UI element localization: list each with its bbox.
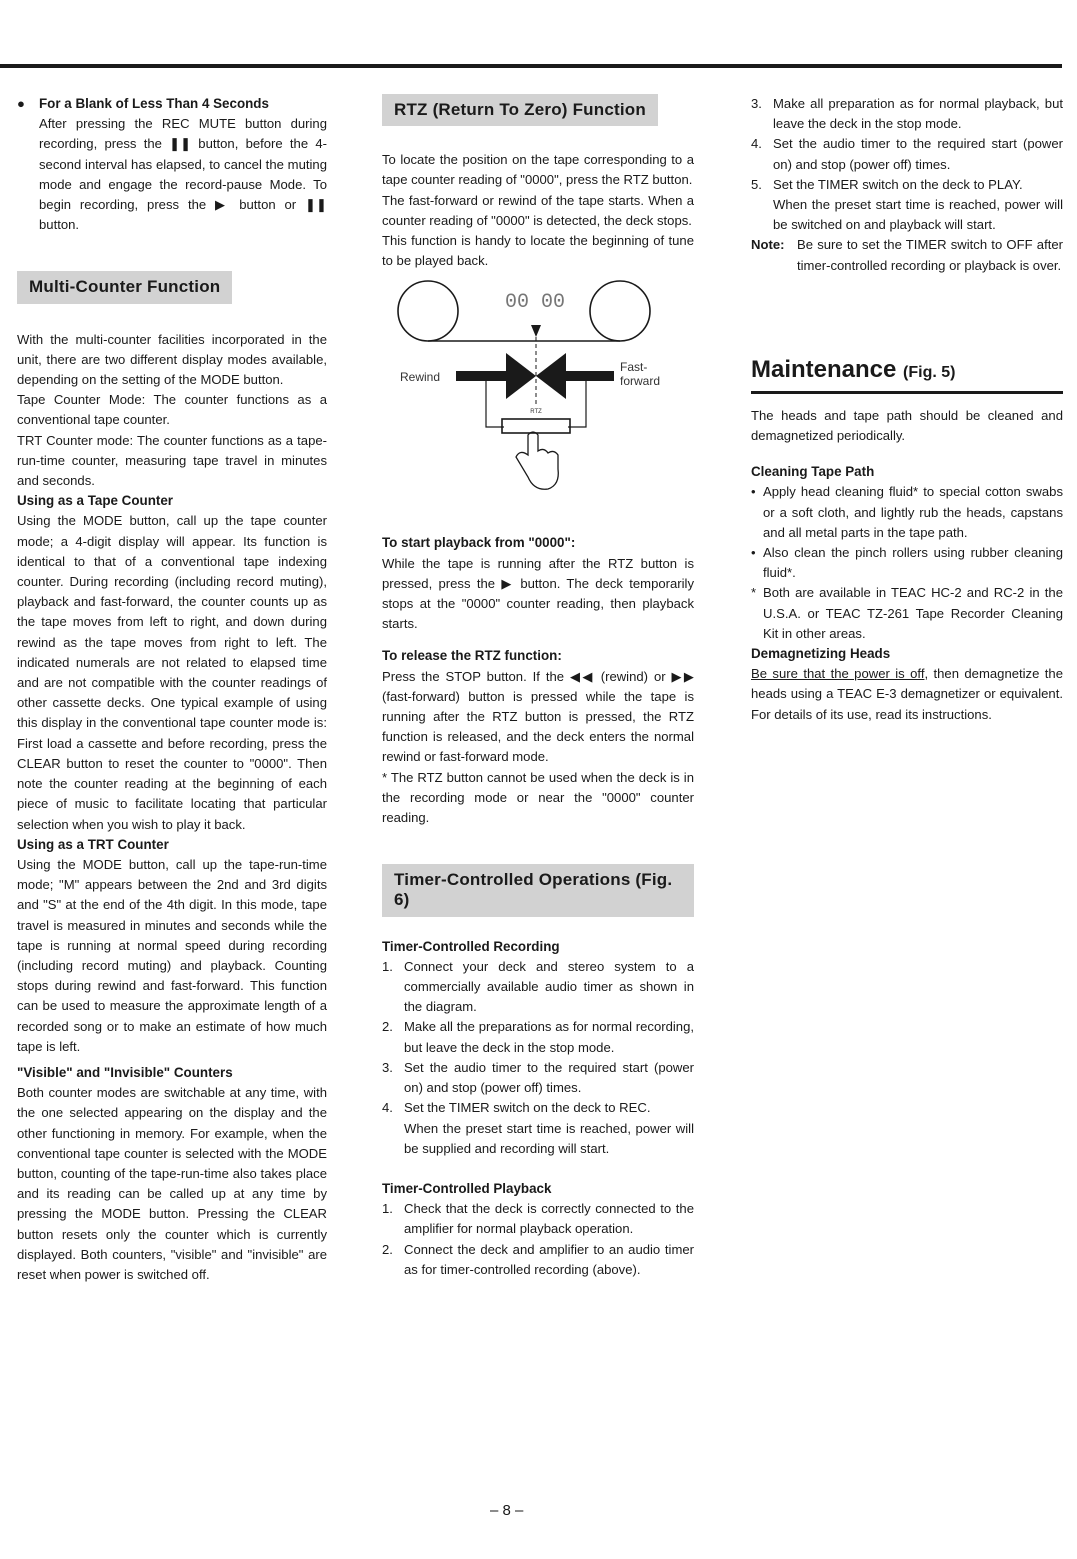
demag-text: Be sure that the power is off, then demagnetize the heads using a TEAC E-3 demagnetizer or equivalent. For details of its use, read its instructions. bbox=[751, 666, 1063, 722]
timer-recording-after: When the preset start time is reached, power will be supplied and recording will start. bbox=[404, 1120, 694, 1156]
tape-counter-heading: Using as a Tape Counter bbox=[17, 493, 174, 509]
blank-text: After pressing the REC MUTE button during recording, press the ❚❚ button, before the 4-second interval has elapsed, to cancel the muting mode and engage the record-pause Mode. To begin recording, press the ▶ button or ❚❚ button. bbox=[39, 116, 327, 233]
demag-heading: Demagnetizing Heads bbox=[751, 646, 891, 662]
column-middle bbox=[382, 94, 694, 1280]
blank-heading-row bbox=[17, 94, 327, 114]
start-playback-text: While the tape is running after the RTZ button is pressed, press the ▶ button. The deck temporarily stops at the "0000" counter reading, then playback starts. bbox=[382, 555, 694, 632]
timer-playback-after: When the preset start time is reached, power will be switched on and playback will start. bbox=[773, 197, 1063, 233]
rtz-p1: To locate the position on the tape corresponding to a tape counter reading of "0000", press the RTZ button. bbox=[382, 152, 694, 188]
list-item: 4. Set the audio timer to the required start (power on) and stop (power off) times. bbox=[751, 136, 1063, 172]
multi-p1: With the multi-counter facilities incorporated in the unit, there are two different display modes available, depending on the setting of the MODE button. bbox=[17, 331, 327, 388]
list-item: 4. Set the TIMER switch on the deck to REC. bbox=[382, 1100, 651, 1116]
down-pointer-icon bbox=[531, 325, 541, 337]
list-item: 3. Make all preparation as for normal playback, but leave the deck in the stop mode. bbox=[751, 96, 1063, 132]
rtz-label: RTZ bbox=[530, 409, 542, 416]
multi-p3: TRT Counter mode: The counter functions as a tape-run-time counter, measuring tape travel in minutes and seconds. bbox=[17, 432, 327, 489]
tape-counter-text: Using the MODE button, call up the tape counter mode; a 4-digit display will appear. Its function is identical to that of a conventional tape indexing counter. During recording (including record muting), playback and fast-forward, the counter counts up as the tape moves from left to right, and down during rewind as the tape moves from right to left. The indicated numerals are not related to elapsed time and are not compatible with the counter readings of other cassette decks. One typical example of using this display in the conventional tape counter mode is: First load a cassette and before recording, press the CLEAR button to reset the counter to "0000". Then note the counter reading at the beginning of each piece of music to facilitate locating that particular selection when you wish to play it back. bbox=[17, 513, 327, 832]
ff-label-2: forward bbox=[620, 374, 661, 389]
rewind-label: Rewind bbox=[400, 370, 441, 385]
note-row bbox=[751, 235, 1063, 275]
list-item: • Apply head cleaning fluid* to special cotton swabs or a soft cloth, and lightly rub the heads, capstans and all metal parts in the tape path. bbox=[751, 484, 1063, 540]
visible-invisible-heading: "Visible" and "Invisible" Counters bbox=[17, 1064, 233, 1080]
column-right bbox=[751, 94, 1063, 725]
rtz-p3: This function is handy to locate the beginning of tune to be played back. bbox=[382, 233, 694, 269]
note-text: Be sure to set the TIMER switch to OFF after timer-controlled recording or playback is over. bbox=[797, 237, 1063, 273]
release-rtz-text: Press the STOP button. If the ◀◀ (rewind) or ▶▶ (fast-forward) button is pressed while the tape is running after the RTZ button is pressed, the RTZ function is released, and the deck enters the normal rewind or fast-forward mode. bbox=[382, 668, 694, 765]
column-left bbox=[17, 94, 327, 1285]
maintenance-intro: The heads and tape path should be cleaned and demagnetized periodically. bbox=[751, 407, 1063, 444]
maintenance-title: Maintenance (Fig. 5) bbox=[751, 355, 956, 383]
top-rule bbox=[0, 64, 1062, 68]
rtz-button bbox=[502, 419, 570, 433]
cleaning-heading: Cleaning Tape Path bbox=[751, 464, 875, 480]
timer-recording-list bbox=[382, 957, 694, 1119]
ff-arrow-icon bbox=[536, 353, 566, 399]
list-item: 3. Set the audio timer to the required start (power on) and stop (power off) times. bbox=[382, 1059, 694, 1096]
trt-counter-text: Using the MODE button, call up the tape-run-time mode; "M" appears between the 2nd and 3rd digits and "S" at the end of the 4th digit. In this mode, tape travel is measured in minutes and seconds while the tape is running at normal speed during recording (including record muting) and playback. Counting stops during rewind and fast-forward. This function can be used to measure the approximate length of a recorded song or to make an estimate of how much tape is left. bbox=[17, 856, 327, 1054]
timer-recording-heading: Timer-Controlled Recording bbox=[382, 938, 560, 954]
multi-p2: Tape Counter Mode: The counter functions as a conventional tape counter. bbox=[17, 392, 327, 428]
visible-invisible-text: Both counter modes are switchable at any time, with the one selected appearing on the display and the other functioning in memory. For example, when the conventional tape counter is selected with the MODE button, counting of the tape-run-time also takes place and its reading can be called up at any time by pressing the MODE button. Pressing the CLEAR button resets only the counter which is currently displayed. Both counters, "visible" and "invisible" are reset when power is switched off. bbox=[17, 1085, 327, 1282]
trt-counter-heading: Using as a TRT Counter bbox=[17, 836, 169, 852]
release-rtz-note: * The RTZ button cannot be used when the deck is in the recording mode or near the "0000" counter reading. bbox=[382, 769, 694, 826]
ff-label-1: Fast- bbox=[620, 360, 648, 375]
timer-playback-list-cont bbox=[751, 94, 1063, 195]
maintenance-fig: (Fig. 5) bbox=[903, 363, 956, 381]
bullet-icon: ● bbox=[17, 96, 25, 111]
pointing-hand-icon bbox=[516, 432, 558, 489]
note-label: Note: bbox=[751, 237, 785, 253]
rtz-title: RTZ (Return To Zero) Function bbox=[382, 94, 658, 126]
page-number: – 8 – bbox=[490, 1502, 524, 1519]
list-item: 1. Check that the deck is correctly connected to the amplifier for normal playback operation. bbox=[382, 1201, 694, 1237]
maintenance-rule bbox=[751, 391, 1063, 394]
timer-title: Timer-Controlled Operations (Fig. 6) bbox=[382, 864, 694, 916]
left-reel bbox=[398, 281, 458, 341]
start-playback-heading: To start playback from "0000": bbox=[382, 535, 576, 551]
list-item: • Also clean the pinch rollers using rubber cleaning fluid*. bbox=[751, 545, 1063, 581]
counter-display: 00 00 bbox=[504, 291, 566, 315]
list-item: 1. Connect your deck and stereo system to a commercially available audio timer as shown in the diagram. bbox=[382, 958, 694, 1015]
blank-heading: For a Blank of Less Than 4 Seconds bbox=[39, 96, 269, 111]
rewind-arrow-icon bbox=[506, 353, 536, 399]
right-reel bbox=[590, 281, 650, 341]
rtz-diagram bbox=[382, 277, 694, 527]
list-item: 5. Set the TIMER switch on the deck to PLAY. bbox=[751, 176, 1023, 192]
list-item: 2. Make all the preparations as for normal recording, but leave the deck in the stop mode. bbox=[382, 1019, 694, 1055]
rtz-p2: The fast-forward or rewind of the tape starts. When a counter reading of "0000" is detected, the deck stops. bbox=[382, 192, 694, 228]
list-item: * Both are available in TEAC HC-2 and RC-2 in the U.S.A. or TEAC TZ-261 Tape Recorder Cleaning Kit in other areas. bbox=[751, 585, 1063, 641]
list-item: 2. Connect the deck and amplifier to an audio timer as for timer-controlled recording (above). bbox=[382, 1241, 694, 1277]
multi-counter-title: Multi-Counter Function bbox=[17, 271, 232, 303]
timer-playback-list bbox=[382, 1199, 694, 1280]
release-rtz-heading: To release the RTZ function: bbox=[382, 648, 562, 664]
timer-playback-heading: Timer-Controlled Playback bbox=[382, 1180, 552, 1196]
